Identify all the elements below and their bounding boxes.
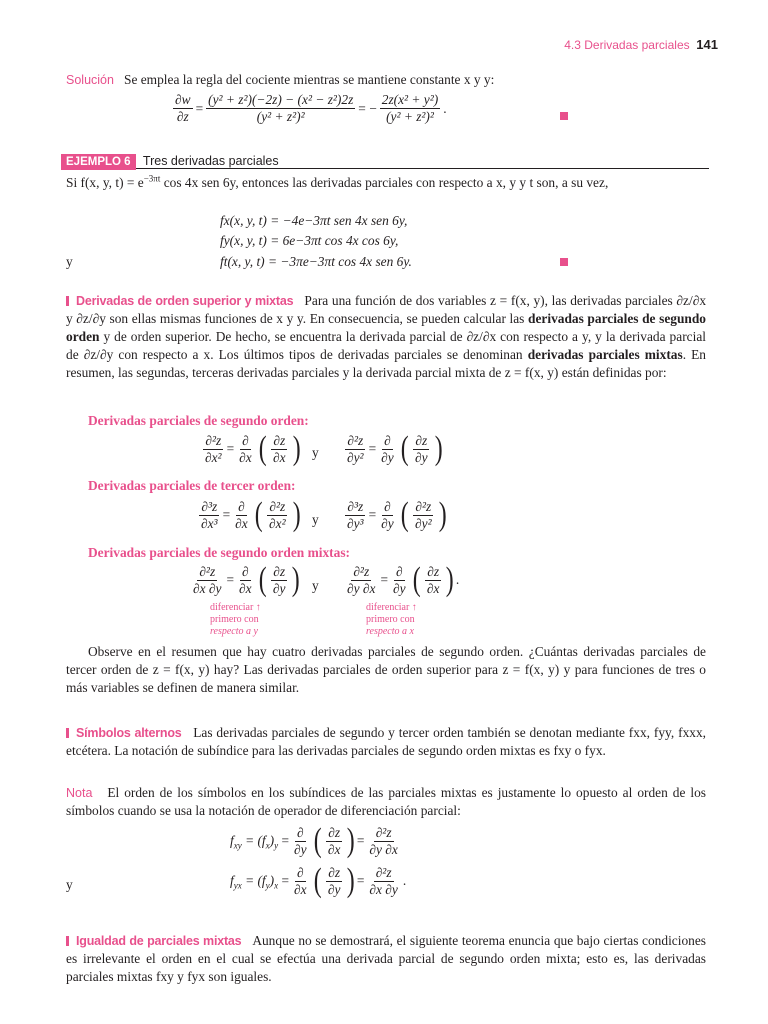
example-eq-ft: ft(x, y, t) = −3πe−3πt cos 4x sen 6y. [220,254,412,269]
higher-order-paragraph: Derivadas de orden superior y mixtas Para una función de dos variables z = f(x, y), las derivadas parciales ∂z/∂x y ∂z/∂y son ellas mismas funciones de x y y. En consecuencia, se pueden calcular las derivadas parciales de segundo orden y de orden superior. De hecho, se encuentra la derivada parcial de ∂z/∂x con respecto a y, y la derivada parcial de ∂z/∂y con respecto a x. Los últimos tipos de derivadas parciales se denominan derivadas parciales mixtas. En resumen, las segundas, terceras derivadas parciales y la derivada parcial mixta de z = f(x, y) están definidas por: [66,293,707,380]
third-order-eq-y: $\frac{\text{∂³z}}{\text{∂y³}}$ = $\frac{\partial}{\partial y}$ ( $\frac{\text{∂²z}}{\text{∂y²}}$ ) [347,496,447,533]
example-heading [61,152,709,169]
note-y-word: y [66,877,73,892]
example-eq-fx: fx(x, y, t) = −4e−3πt sen 4x sen 6y, [220,213,408,228]
note-eq-fxy: $f_{xy} = (f_x)_y$ = $\frac{\partial}{\partial y}$ ( $\frac{\partial z}{\partial x}$ ) = $\frac{\text{∂²z}}{\partial y \partial x}$ [230,822,398,859]
equality-heading: Igualdad de parciales mixtas [76,934,242,948]
example-intro: Si f(x, y, $t) = e^{-3\pi t}$ cos 4x sen 6y, entonces las derivadas parciales con respecto a x, y y t son, a su vez, [66,173,609,190]
mixed-order-label: Derivadas parciales de segundo orden mixtas: [88,545,350,560]
note-label: Nota [66,786,93,800]
running-header [564,36,718,54]
alt-symbols-paragraph: Símbolos alternos Las derivadas parciales de segundo y tercer orden también se denotan mediante fxx, fyy, fxxx, etcétera. La notación de subíndice para las derivadas parciales de segundo orden mixtas es fxy o fyx. [66,725,707,758]
third-order-y-word: y [312,512,319,527]
note-paragraph: Nota El orden de los símbolos en los subíndices de las parciales mixtas es justamente lo opuesto al orden de los símbolos cuando se usa la notación de operador de diferenciación parcial: [66,785,707,818]
note-eq-fyx: $f_{yx} = (f_y)_x$ = $\frac{\partial}{\partial x}$ ( $\frac{\partial z}{\partial y}$ ) = $\frac{\text{∂²z}}{\partial x \partial y}$ . [230,862,407,899]
third-order-eq-x: $\frac{\text{∂³z}}{\text{∂x³}}$ = $\frac{\partial}{\partial x}$ ( $\frac{\text{∂²z}}{\text{∂x²}}$ ) [201,496,301,533]
example-badge: EJEMPLO 6 [61,154,136,170]
end-of-solution-square [560,112,568,120]
mixed-y-word: y [312,578,319,593]
second-order-label: Derivadas parciales de segundo orden: [88,413,309,428]
solution-line [66,71,706,89]
third-order-label: Derivadas parciales de tercer orden: [88,478,296,493]
equality-paragraph: Igualdad de parciales mixtas Aunque no se demostrará, el siguiente teorema enuncia que bajo ciertas condiciones es irrelevante el orden en el cual se efectúa una derivada parcial de segundo orden mixta; esto es, las derivadas parciales mixtas fxy y fyx son iguales. [66,933,706,984]
second-order-eq-x: $\frac{\text{∂²z}}{\text{∂x²}}$ = $\frac{\partial}{\partial x}$ ( $\frac{\partial z}{\partial x}$ ) [205,430,301,467]
end-of-example-square [560,258,568,266]
example-eq-fy: fy(x, y, t) = 6e−3πt cos 4x cos 6y, [220,233,399,248]
second-order-eq-y: $\frac{\text{∂²z}}{\text{∂y²}}$ = $\frac{\partial}{\partial y}$ ( $\frac{\partial z}{\partial y}$ ) [347,430,443,467]
solution-lhs: $\frac{\partial w}{\partial z}$ [175,92,191,124]
example-y-word: y [66,254,73,269]
alt-symbols-heading: Símbolos alternos [76,726,182,740]
solution-mid: $\frac{\text{(y² + z²)(−2z) − (x² − z²)2z}}{\text{(y² + z²)²}}$ [208,92,354,124]
mixed-eq-xy: $\frac{\text{∂²z}}{\partial x \partial y}$ = $\frac{\partial}{\partial x}$ ( $\frac{\partial z}{\partial y}$ ) [193,561,301,598]
mixed-eq-yx: $\frac{\text{∂²z}}{\partial y \partial x}$ = $\frac{\partial}{\partial y}$ ( $\frac{\partial z}{\partial x}$ ) . [347,561,460,598]
solution-equation: $\frac{\partial w}{\partial z}$ = $\frac{\text{(y² + z²)(−2z) − (x² − z²)2z}}{\text{(y² + z²)²}}$ = − $\frac{\text{2z(x² + y²)}}{\text{(y² + z²)²}}$ . [175,92,447,124]
second-order-y-word: y [312,445,319,460]
solution-label: Solución [66,73,114,87]
example-title: Tres derivadas parciales [142,154,279,168]
observe-paragraph: Observe en el resumen que hay cuatro derivadas parciales de segundo orden. ¿Cuántas derivadas parciales de tercer orden de z = f(x, y) hay? Las derivadas parciales de orden superior para z = f(x, y) y para funciones de tres o más variables se definen de manera similar. [66,644,706,695]
solution-rhs: $\frac{\text{2z(x² + y²)}}{\text{(y² + z²)²}}$ [381,92,439,124]
mixed-note-left: diferenciar ↑ primero con respecto a y [210,602,261,637]
solution-text: Se emplea la regla del cociente mientras se mantiene constante x y y: [124,72,495,87]
mixed-note-right: diferenciar ↑ primero con respecto a x [366,602,417,637]
higher-order-heading: Derivadas de orden superior y mixtas [76,294,294,308]
section-title: 4.3 Derivadas parciales [564,38,690,52]
page-number: 141 [696,37,718,52]
